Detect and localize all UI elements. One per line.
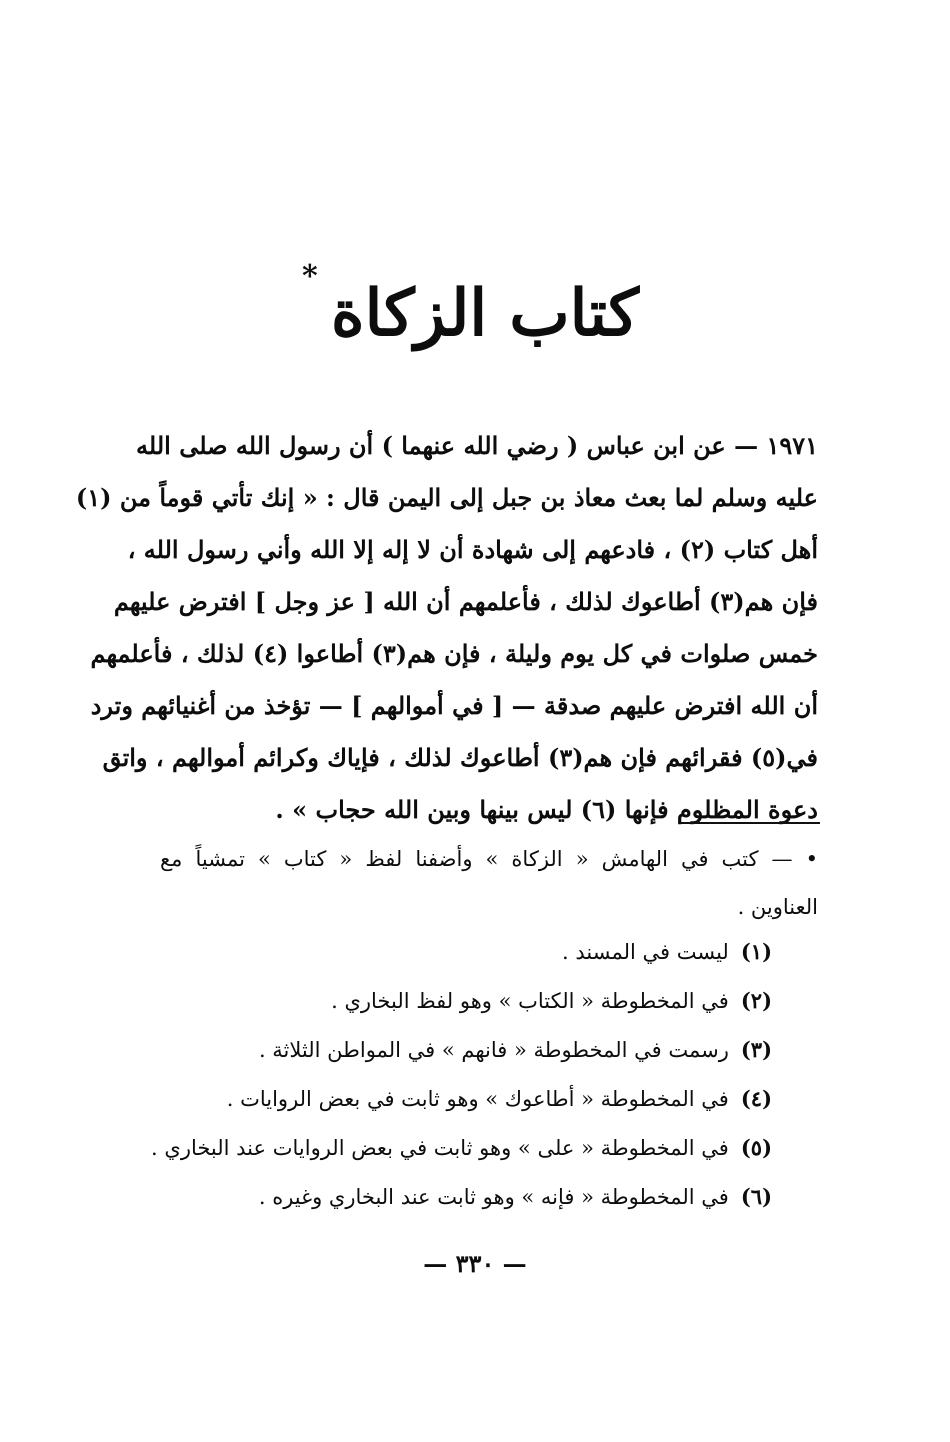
footnote-number: (١) — [740, 939, 772, 964]
footnote-item — [151, 1123, 772, 1172]
footnote-number: (٤) — [740, 1086, 772, 1111]
hadith-line: دعوة المظلوم فإنها (٦) ليس بينها وبين الله حجاب » . — [275, 795, 818, 824]
footnote-text: في المخطوطة « الكتاب » وهو لفظ البخاري . — [331, 989, 729, 1013]
footnote-item — [160, 1025, 772, 1074]
hadith-line: في(٥) فقرائهم فإن هم(٣) أطاعوك لذلك ، فإياك وكرائم أموالهم ، واتق — [102, 743, 818, 772]
footnote-text: رسمت في المخطوطة « فانهم » في المواطن الثلاثة . — [258, 1038, 729, 1062]
footnote-item — [160, 1172, 772, 1221]
footnote-item — [160, 927, 772, 976]
chapter-title-block — [300, 259, 660, 372]
hadith-line: فإن هم(٣) أطاعوك لذلك ، فأعلمهم أن الله [ عز وجل ] افترض عليهم — [113, 587, 818, 616]
hadith-line: ١٩٧١ — عن ابن عباس ( رضي الله عنهما ) أن رسول الله صلى الله — [136, 431, 818, 460]
footnote-number: (٥) — [740, 1135, 772, 1160]
star-footnote — [160, 835, 818, 931]
footnote-item — [160, 976, 772, 1025]
footnote-list — [151, 927, 772, 1221]
hadith-text — [75, 420, 818, 836]
footnote-number: (٦) — [740, 1184, 772, 1209]
title-footnote-star: * — [302, 259, 318, 294]
star-footnote-line: العناوين . — [737, 895, 818, 919]
hadith-line: خمس صلوات في كل يوم وليلة ، فإن هم(٣) أطاعوا (٤) لذلك ، فأعلمهم — [90, 639, 818, 668]
footnote-text: في المخطوطة « أطاعوك » وهو ثابت في بعض الروايات . — [226, 1087, 729, 1111]
page-number: — ٣٣٠ — — [423, 1249, 527, 1278]
footnote-text: في المخطوطة « فإنه » وهو ثابت عند البخاري وغيره . — [258, 1185, 729, 1209]
hadith-line: أهل كتاب (٢) ، فادعهم إلى شهادة أن لا إله إلا الله وأني رسول الله ، — [127, 535, 818, 564]
footnote-number: (٣) — [740, 1037, 772, 1062]
hadith-line: عليه وسلم لما بعث معاذ بن جبل إلى اليمن قال : « إنك تأتي قوماً من (١) — [75, 483, 818, 512]
footnote-text: في المخطوطة « على » وهو ثابت في بعض الروايات عند البخاري . — [151, 1136, 729, 1160]
footnote-text: ليست في المسند . — [562, 940, 729, 964]
chapter-title: كتاب الزكاة — [331, 276, 639, 351]
star-footnote-line: • — كتب في الهامش « الزكاة » وأضفنا لفظ « كتاب » تمشياً مع — [160, 847, 818, 871]
footnote-number: (٢) — [740, 988, 772, 1013]
footnote-separator — [680, 822, 820, 824]
footnote-item — [160, 1074, 772, 1123]
hadith-line: أن الله افترض عليهم صدقة — [ في أموالهم ] — تؤخذ من أغنيائهم وترد — [90, 691, 818, 720]
